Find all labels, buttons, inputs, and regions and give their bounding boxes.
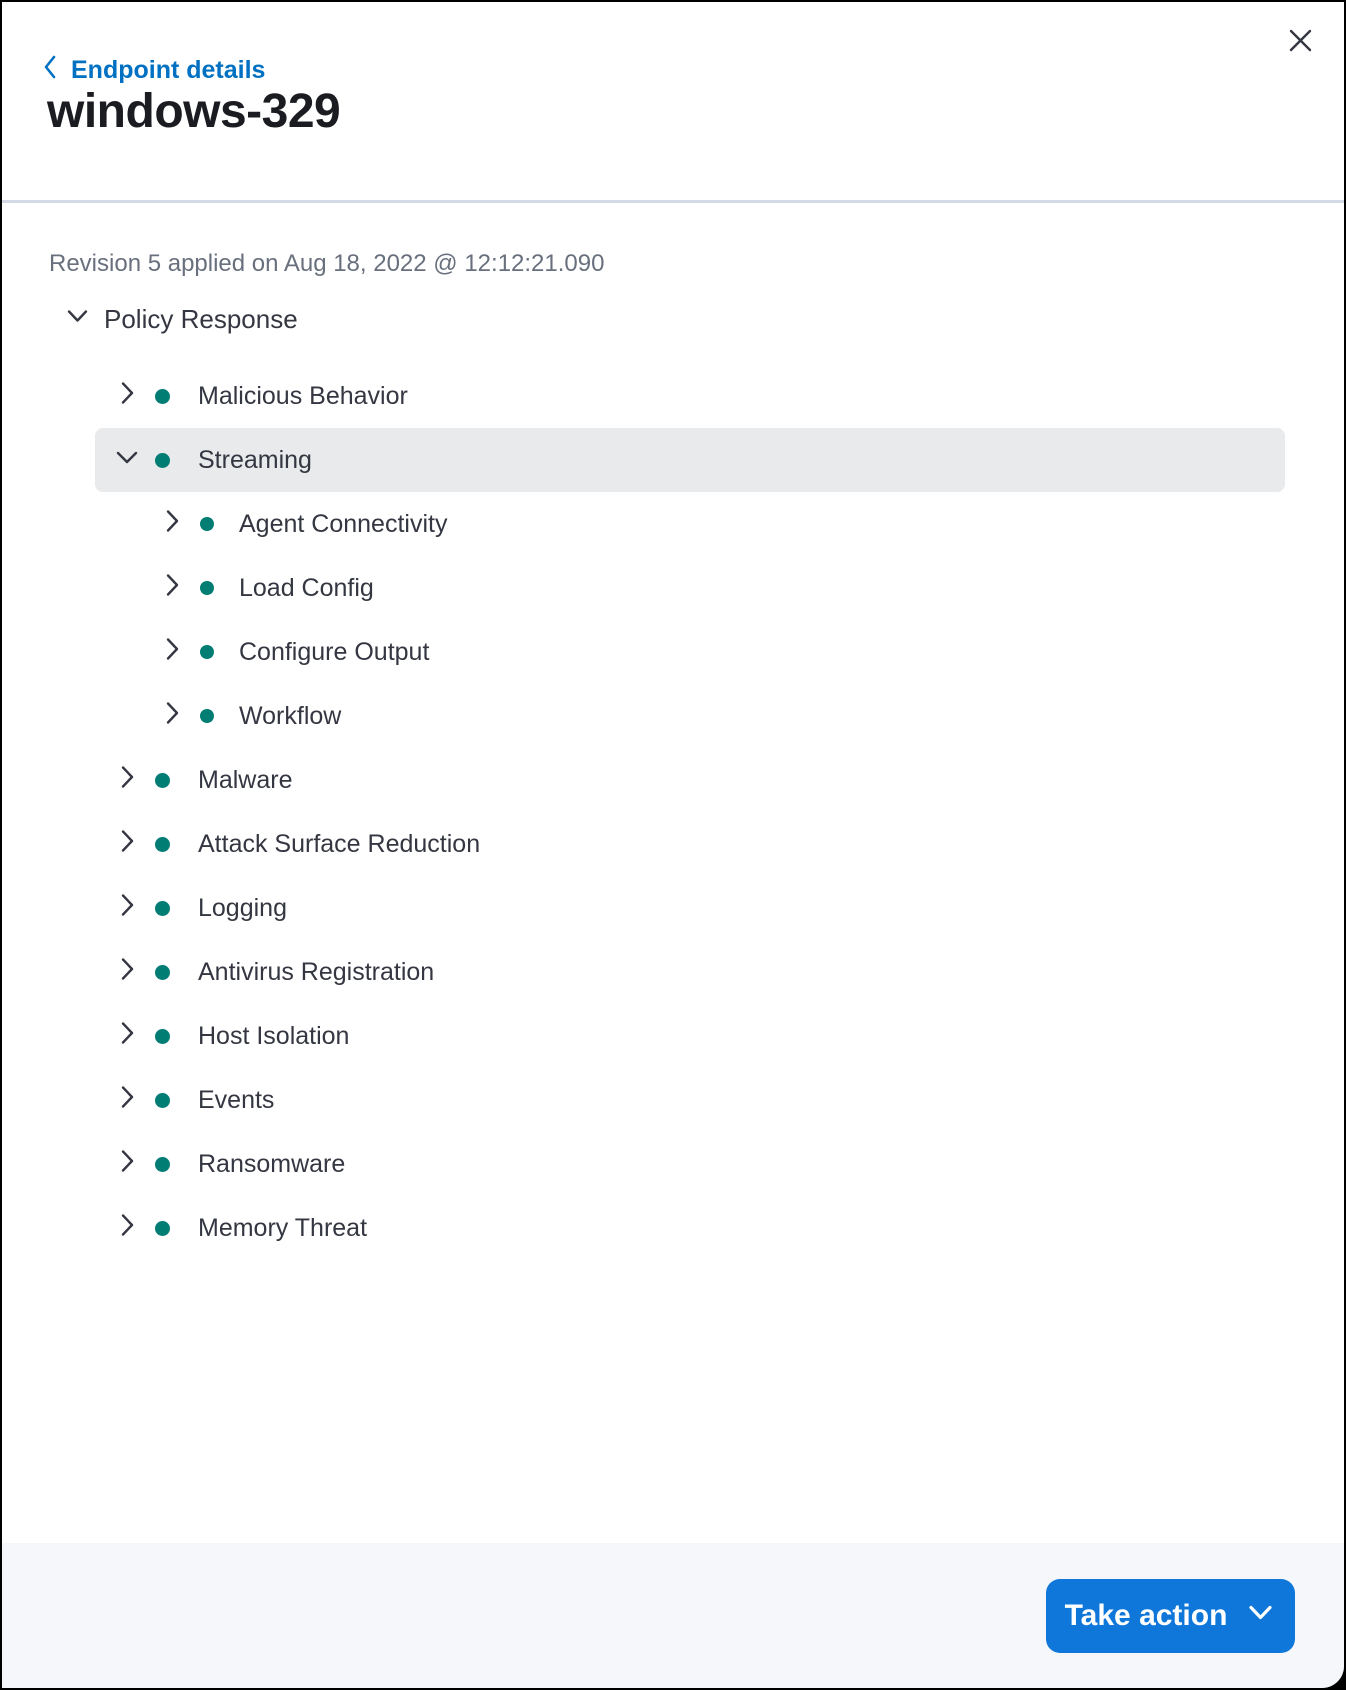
tree-item-configure-output[interactable] [2,620,1344,684]
status-dot-icon [155,901,170,916]
revision-text: Revision 5 applied on Aug 18, 2022 @ 12:12:21.090 [49,250,605,277]
tree-item-label: Logging [198,893,287,922]
status-dot-icon [155,453,170,468]
status-dot-icon [155,389,170,404]
status-dot-icon [155,965,170,980]
tree-item-label: Ransomware [198,1149,346,1178]
tree-item-label: Memory Threat [198,1213,368,1242]
tree-item-antivirus-registration[interactable] [2,940,1344,1004]
tree-root-policy-response[interactable] [64,302,298,336]
back-link-label: Endpoint details [71,56,266,84]
tree-item-attack-surface-reduction[interactable] [2,812,1344,876]
header-divider [2,200,1344,203]
tree-item-logging[interactable] [2,876,1344,940]
chevron-left-icon [42,54,57,87]
tree-item-host-isolation[interactable] [2,1004,1344,1068]
close-icon [1287,27,1314,57]
tree-item-events[interactable] [2,1068,1344,1132]
status-dot-icon [155,1093,170,1108]
tree-item-streaming[interactable] [95,428,1285,492]
chevron-down-icon [1245,1597,1276,1636]
chevron-right-icon [160,700,184,733]
tree-item-label: Workflow [239,701,342,730]
status-dot-icon [155,1157,170,1172]
chevron-right-icon [115,892,139,925]
status-dot-icon [200,645,214,659]
tree-root-label: Policy Response [104,303,298,334]
status-dot-icon [200,581,214,595]
tree-item-memory-threat[interactable] [2,1196,1344,1260]
tree-item-ransomware[interactable] [2,1132,1344,1196]
close-button[interactable] [1276,18,1324,66]
chevron-right-icon [115,1084,139,1117]
chevron-right-icon [160,572,184,605]
tree-item-malicious-behavior[interactable] [2,364,1344,428]
chevron-right-icon [115,828,139,861]
tree-item-label: Malicious Behavior [198,381,408,410]
endpoint-details-flyout [2,2,1344,1688]
chevron-right-icon [160,508,184,541]
chevron-right-icon [115,1212,139,1245]
tree-item-label: Malware [198,765,293,794]
policy-response-tree [2,364,1344,1260]
take-action-label: Take action [1064,1599,1228,1632]
tree-item-label: Events [198,1085,275,1114]
tree-item-label: Attack Surface Reduction [198,829,481,858]
status-dot-icon [200,517,214,531]
tree-item-label: Host Isolation [198,1021,350,1050]
tree-item-load-config[interactable] [2,556,1344,620]
tree-item-label: Streaming [198,445,312,474]
tree-item-label: Antivirus Registration [198,957,435,986]
status-dot-icon [155,1029,170,1044]
flyout-footer [2,1543,1344,1688]
tree-item-workflow[interactable] [2,684,1344,748]
chevron-right-icon [115,764,139,797]
back-link-endpoint-details[interactable] [42,54,265,87]
status-dot-icon [155,773,170,788]
tree-item-label: Configure Output [239,637,430,666]
page-title: windows-329 [47,85,341,138]
chevron-right-icon [115,956,139,989]
chevron-right-icon [115,380,139,413]
chevron-right-icon [160,636,184,669]
take-action-button[interactable] [1046,1579,1295,1653]
status-dot-icon [155,837,170,852]
chevron-down-icon [64,302,91,336]
chevron-right-icon [115,1020,139,1053]
chevron-right-icon [115,1148,139,1181]
status-dot-icon [155,1221,170,1236]
status-dot-icon [200,709,214,723]
tree-item-malware[interactable] [2,748,1344,812]
chevron-down-icon [115,444,139,477]
tree-item-agent-connectivity[interactable] [2,492,1344,556]
tree-item-label: Agent Connectivity [239,509,448,538]
tree-item-label: Load Config [239,573,374,602]
